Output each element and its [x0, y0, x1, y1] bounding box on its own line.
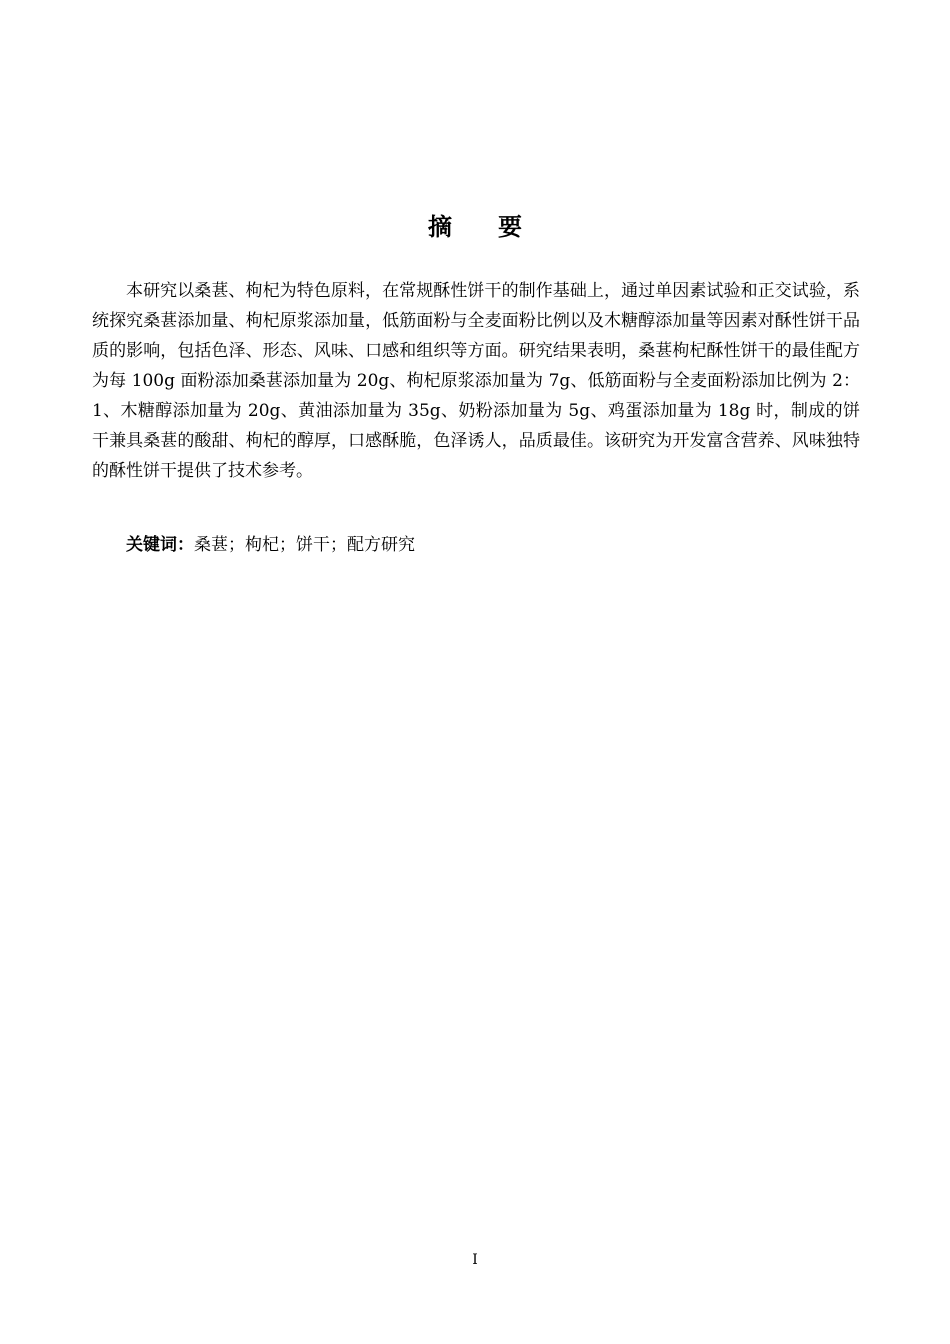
keywords-label: 关键词： — [126, 535, 194, 555]
page-number: I — [472, 1252, 478, 1268]
abstract-title: 摘要 — [428, 213, 568, 241]
keywords-list: 桑葚；枸杞；饼干；配方研究 — [194, 535, 415, 555]
keywords-line — [126, 530, 860, 560]
abstract-paragraph: 本研究以桑葚、枸杞为特色原料，在常规酥性饼干的制作基础上，通过单因素试验和正交试验，系统探究桑葚添加量、枸杞原浆添加量，低筋面粉与全麦面粉比例以及木糖醇添加量等因素对酥性饼干品质的影响，包括色泽、形态、风味、口感和组织等方面。研究结果表明，桑葚枸杞酥性饼干的最佳配方为每 100g 面粉添加桑葚添加量为 20g、枸杞原浆添加量为 7g、低筋面粉与全麦面粉添加比例为 2：1、木糖醇添加量为 20g、黄油添加量为 35g、奶粉添加量为 5g、鸡蛋添加量为 18g 时，制成的饼干兼具桑葚的酸甜、枸杞的醇厚，口感酥脆，色泽诱人，品质最佳。该研究为开发富含营养、风味独特的酥性饼干提供了技术参考。 — [92, 281, 860, 481]
